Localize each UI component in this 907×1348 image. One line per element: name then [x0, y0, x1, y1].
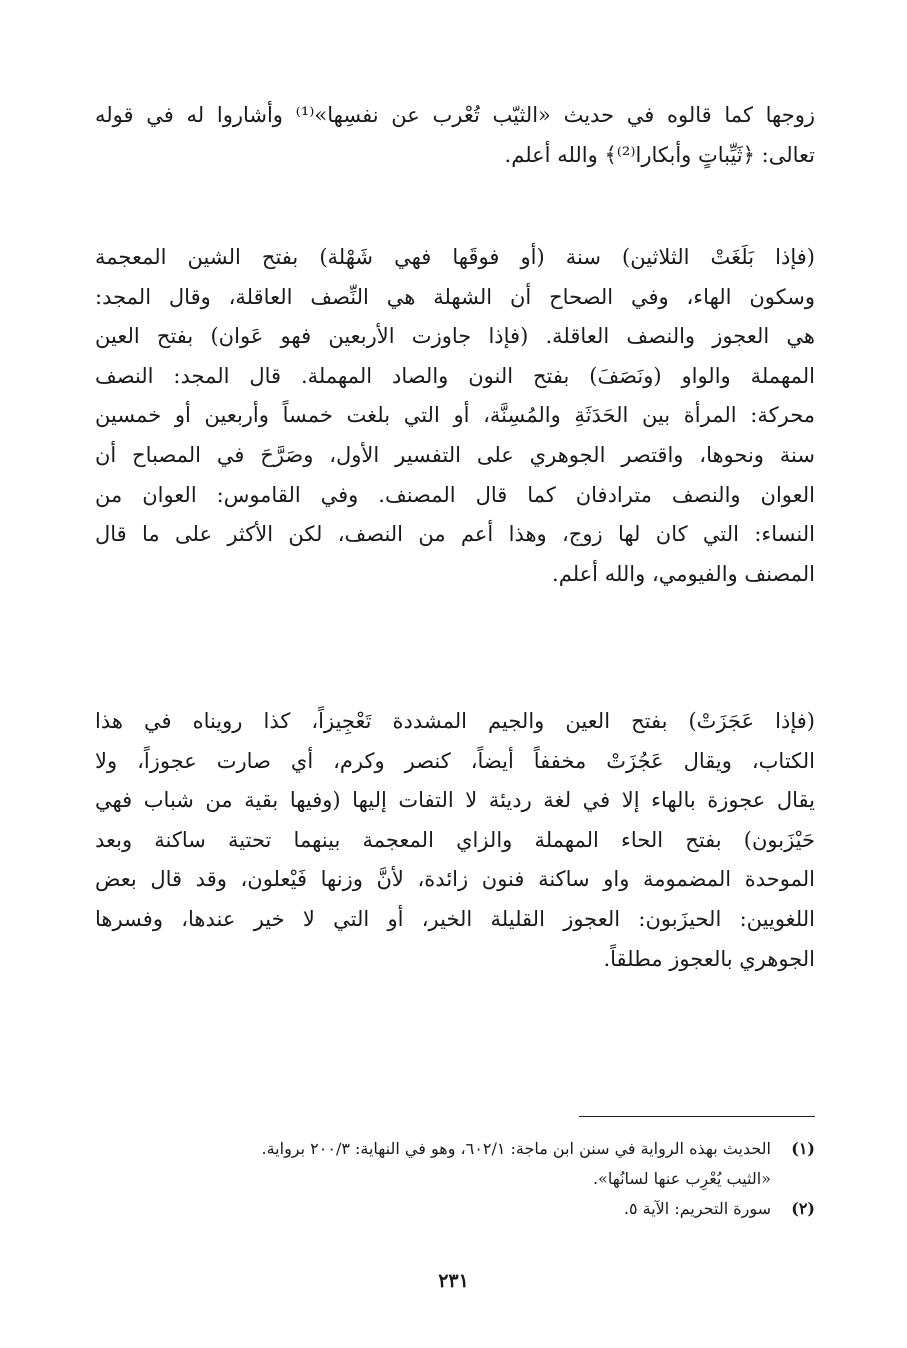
- text-line: الجوهري بالعجوز مطلقاً.: [603, 946, 815, 971]
- footnote-1: [95, 1134, 815, 1194]
- footnote-separator: [579, 1116, 815, 1117]
- text-line: الكتاب، ويقال عَجُزَتْ مخففاً أيضاً، كنصر وكرم، أي صارت عجوزاً، ولا: [95, 748, 815, 773]
- text-line: تعالى: ﴿ثَيِّباتٍ وأبكارا⁽²⁾﴾ والله أعلم.: [504, 142, 815, 167]
- text-line: المهملة والواو (ونَصَفَ) بفتح النون والصاد المهملة. قال المجد: النصف: [95, 363, 815, 388]
- text-line: (فإذا عَجَزَتْ) بفتح العين والجيم المشددة تَعْجِيزاً، كذا رويناه في هذا: [95, 709, 815, 733]
- footnotes: [95, 1134, 815, 1224]
- footnote-text: [95, 1134, 771, 1194]
- text-line: المصنف والفيومي، والله أعلم.: [552, 561, 815, 586]
- footnote-number: (٢): [791, 1199, 815, 1218]
- footnote-text: [95, 1194, 771, 1224]
- text-line: زوجها كما قالوه في حديث «الثيّب تُعْرب عن نفسِها»⁽¹⁾ وأشاروا له في قوله: [95, 103, 815, 127]
- paragraph-3: [95, 702, 815, 979]
- footnote-line: سورة التحريم: الآية ٥.: [623, 1199, 771, 1218]
- page-number: ٢٣١: [438, 1270, 469, 1292]
- text-line: محركة: المرأة بين الحَدَثَةِ والمُسِنَّة، أو التي بلغت خمساً وأربعين أو خمسين: [95, 403, 815, 428]
- text-line: يقال عجوزة بالهاء إلا في لغة رديئة لا التفات إليها (وفيها بقية من شباب فهي: [95, 788, 815, 813]
- footnote-number: (١): [791, 1139, 815, 1158]
- footnote-2: [95, 1194, 815, 1224]
- text-line: (فإذا بَلَغَتْ الثلاثين) سنة (أو فوقَها فهي شَهْلة) بفتح الشين المعجمة: [95, 245, 815, 269]
- text-line: وسكون الهاء، وفي الصحاح أن الشهلة هي النِّصف العاقلة، وقال المجد:: [95, 284, 815, 309]
- text-line: الموحدة المضمومة واو ساكنة فنون زائدة، لأنَّ وزنها فَيْعلون، وقد قال بعض: [95, 867, 815, 892]
- paragraph-1: [95, 96, 815, 175]
- text-line: سنة ونحوها، واقتصر الجوهري على التفسير الأول، وصَرَّحَ في المصباح أن: [95, 442, 815, 467]
- paragraph-2: [95, 238, 815, 594]
- text-line: اللغويين: الحيزَبون: العجوز القليلة الخير، أو التي لا خير عندها، وفسرها: [95, 906, 815, 931]
- text-line: حَيْزَبون) بفتح الحاء المهملة والزاي المعجمة بينهما تحتية ساكنة وبعد: [95, 827, 815, 852]
- text-line: هي العجوز والنصف العاقلة. (فإذا جاوزت الأربعين فهو عَوان) بفتح العين: [95, 324, 815, 349]
- text-line: النساء: التي كان لها زوج، وهذا أعم من النصف، لكن الأكثر على ما قال: [95, 522, 815, 547]
- footnote-line: «الثيب يُعْرِب عنها لسانُها».: [592, 1169, 771, 1188]
- text-line: العوان والنصف مترادفان كما قال المصنف. وفي القاموس: العوان من: [95, 482, 815, 507]
- footnote-line: الحديث بهذه الرواية في سنن ابن ماجة: ٦٠٢/١، وهو في النهاية: ٢٠٠/٣ برواية.: [261, 1139, 771, 1158]
